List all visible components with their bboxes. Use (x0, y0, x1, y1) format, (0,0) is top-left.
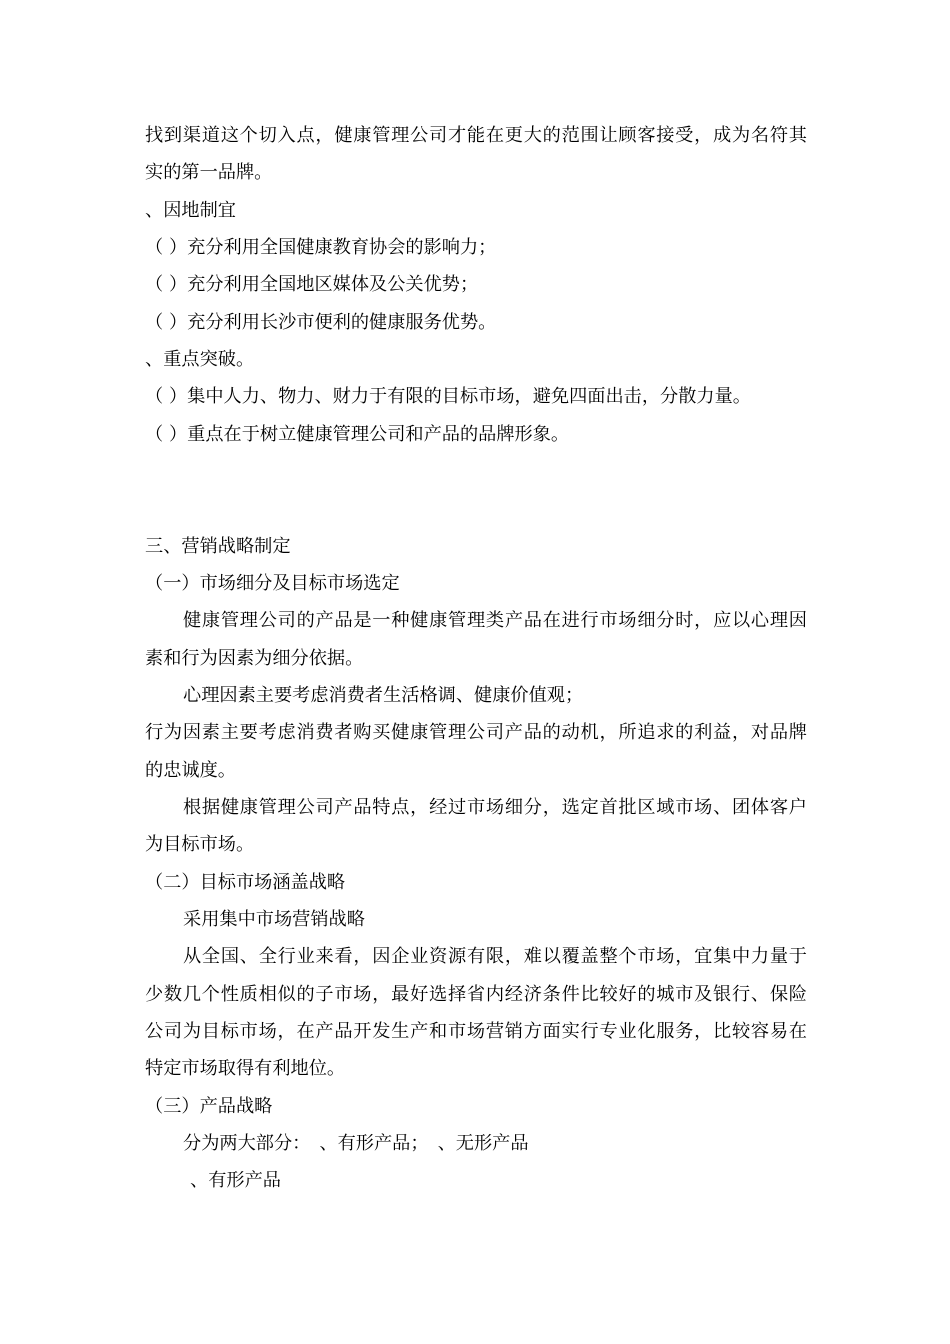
list-item: （ ）集中人力、物力、财力于有限的目标市场，避免四面出击，分散力量。 (145, 386, 751, 407)
paragraph-line: 公司为目标市场，在产品开发生产和市场营销方面实行专业化服务，比较容易在 (145, 1021, 807, 1042)
heading-yindi: 、因地制宜 (145, 200, 236, 221)
paragraph-line: 健康管理公司的产品是一种健康管理类产品在进行市场细分时，应以心理因 (183, 610, 807, 631)
paragraph-line: 分为两大部分： 、有形产品； 、无形产品 (183, 1133, 529, 1154)
paragraph-line: 从全国、全行业来看，因企业资源有限，难以覆盖整个市场，宜集中力量于 (183, 946, 807, 967)
list-item: （ ）重点在于树立健康管理公司和产品的品牌形象。 (145, 424, 570, 445)
heading-zhongdian: 、重点突破。 (145, 349, 255, 370)
paragraph-line: 心理因素主要考虑消费者生活格调、健康价值观； (183, 685, 584, 706)
paragraph-line: 、有形产品 (190, 1170, 281, 1191)
list-item: （ ）充分利用全国健康教育协会的影响力； (145, 237, 497, 258)
paragraph-line: 行为因素主要考虑消费者购买健康管理公司产品的动机，所追求的利益，对品牌 (145, 722, 807, 743)
paragraph-line: 为目标市场。 (145, 834, 255, 855)
paragraph-line: 根据健康管理公司产品特点，经过市场细分，选定首批区域市场、团体客户 (183, 797, 807, 818)
subsection-heading: （二）目标市场涵盖战略 (145, 872, 346, 893)
paragraph-line: 找到渠道这个切入点，健康管理公司才能在更大的范围让顾客接受，成为名符其 (145, 125, 807, 146)
paragraph-line: 的忠诚度。 (145, 760, 236, 781)
paragraph-line: 少数几个性质相似的子市场，最好选择省内经济条件比较好的城市及银行、保险 (145, 984, 807, 1005)
list-item: （ ）充分利用长沙市便利的健康服务优势。 (145, 312, 497, 333)
paragraph-line: 实的第一品牌。 (145, 162, 273, 183)
paragraph-line: 采用集中市场营销战略 (183, 909, 365, 930)
subsection-heading: （一）市场细分及目标市场选定 (145, 573, 400, 594)
paragraph-line: 特定市场取得有利地位。 (145, 1058, 346, 1079)
subsection-heading: （三）产品战略 (145, 1096, 273, 1117)
section-heading: 三、营销战略制定 (145, 536, 291, 557)
list-item: （ ）充分利用全国地区媒体及公关优势； (145, 274, 479, 295)
paragraph-line: 素和行为因素为细分依据。 (145, 648, 364, 669)
